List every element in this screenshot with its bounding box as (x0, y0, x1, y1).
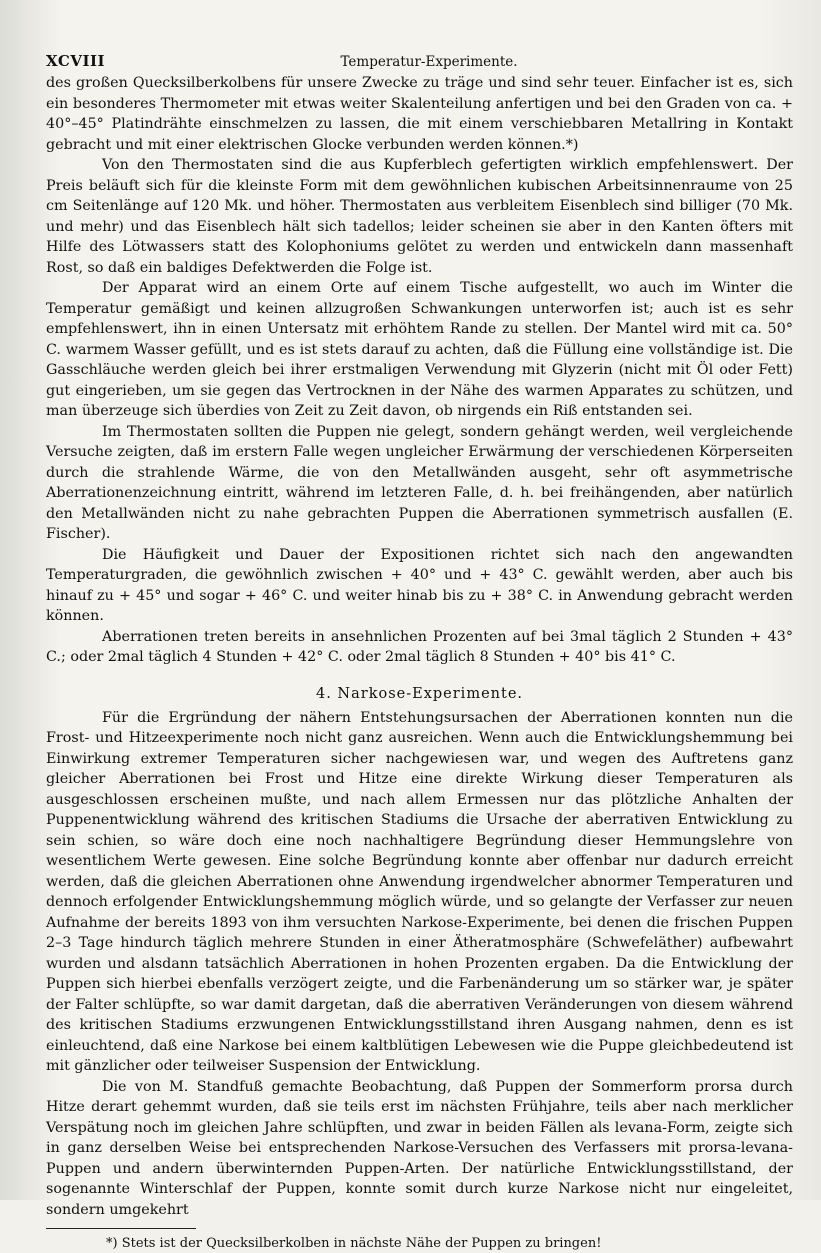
page-header (46, 52, 793, 70)
body-text (46, 73, 793, 1220)
paragraph: Im Thermostaten sollten die Puppen nie gelegt, sondern gehängt werden, weil vergleichende Versuche zeigten, daß im erstern Falle wegen ungleicher Erwärmung der verschiedenen Körperseiten durch die strahlende Wärme, die von den Metallwänden ausgeht, sehr oft asymmetrische Aberrationenzeichnung eintritt, während im letzteren Falle, d. h. bei freihängenden, aber natürlich den Metallwänden nicht zu nahe gebrachten Puppen die Aberrationen symmetrisch ausfallen (E. Fischer). (46, 423, 793, 542)
paragraph: Für die Ergründung der nähern Entstehungsursachen der Aberrationen konnten nun die Frost- und Hitzeexperimente noch nicht ganz ausreichen. Wenn auch die Entwicklungshemmung bei Einwirkung extremer Temperaturen sicher nachgewiesen war, und wegen des Auftretens ganz gleicher Aberrationen bei Frost und Hitze eine direkte Wirkung dieser Temperaturen als ausgeschlossen erscheinen mußte, und nach allem Ermessen nur das plötzliche Anhalten der Puppenentwicklung während des kritischen Stadiums die Ursache der aberrativen Entwicklung zu sein schien, so wäre doch eine noch nachhaltigere Begründung dieser Hemmungslehre von wesentlichem Werte gewesen. Eine solche Begründung konnte aber offenbar nur dadurch erreicht werden, daß die gleichen Aberrationen ohne Anwendung irgendwelcher abnormer Temperaturen und dennoch erfolgender Entwicklungshemmung möglich würde, und so gelangte der Verfasser zur neuen Aufnahme der bereits 1893 von ihm versuchten Narkose-Experimente, bei denen die frischen Puppen 2–3 Tage hindurch täglich mehrere Stunden in einer Ätheratmosphäre (Schwefeläther) aufbewahrt wurden und alsdann tatsächlich Aberrationen in hohen Prozenten ergaben. Da die Entwicklung der Puppen sich hierbei ebenfalls verzögert zeigte, und die Farbenänderung um so stärker war, je später der Falter schlüpfte, so war damit dargetan, daß die aberrativen Veränderungen von diesem während des kritischen Stadiums erzwungenen Entwicklungsstillstand ihren Ausgang nahmen, denn es ist einleuchtend, daß eine Narkose bei einem kaltblütigen Lebewesen wie die Puppe gleichbedeutend ist mit gänzlicher oder teilweiser Suspension der Entwicklung. (46, 709, 793, 1074)
running-title: Temperatur-Experimente. (340, 54, 518, 70)
section-heading: 4. Narkose-Experimente. (315, 685, 524, 702)
paragraph: Der Apparat wird an einem Orte auf einem Tische aufgestellt, wo auch im Winter die Temperatur gemäßigt und keinen allzugroßen Schwankungen unterworfen ist; auch ist es sehr empfehlenswert, ihn in einen Untersatz mit erhöhtem Rande zu stellen. Der Mantel wird mit ca. 50° C. warmem Wasser gefüllt, und es ist stets darauf zu achten, daß die Füllung eine vollständige ist. Die Gasschläuche werden gleich bei ihrer erstmaligen Verwendung mit Glyzerin (nicht mit Öl oder Fett) gut eingerieben, um sie gegen das Vertrocknen in der Nähe des warmen Apparates zu schützen, und man überzeuge sich überdies von Zeit zu Zeit davon, ob nirgends ein Riß entstanden sei. (46, 280, 793, 419)
paragraph: des großen Quecksilberkolbens für unsere Zwecke zu träge und sind sehr teuer. Einfacher ist es, sich ein besonderes Thermometer mit etwas weiter Skalenteilung anfertigen und bei den Graden von ca. + 40°–45° Platindrähte einschmelzen zu lassen, die mit einem verschiebbaren Metallring in Kontakt gebracht und mit einer elektrischen Glocke verbunden werden können.*) (46, 75, 793, 153)
paragraph: Aberrationen treten bereits in ansehnlichen Prozenten auf bei 3mal täglich 2 Stunden + 43° C.; oder 2mal täglich 4 Stunden + 42° C. oder 2mal täglich 8 Stunden + 40° bis 41° C. (46, 628, 793, 665)
footnote: *) Stets ist der Quecksilberkolben in nächste Nähe der Puppen zu bringen! (106, 1236, 602, 1251)
paragraph: Die Häufigkeit und Dauer der Expositionen richtet sich nach den angewandten Temperaturgraden, die gewöhnlich zwischen + 40° und + 43° C. gewählt werden, aber auch bis hinauf zu + 45° und sogar + 46° C. und weiter hinab bis zu + 38° C. in Anwendung gebracht werden können. (46, 546, 793, 624)
page-number: XCVIII (46, 52, 106, 70)
paragraph: Von den Thermostaten sind die aus Kupferblech gefertigten wirklich empfehlenswert. Der Preis beläuft sich für die kleinste Form mit dem gewöhnlichen kubischen Arbeitsinnenraume von 25 cm Seitenlänge auf 120 Mk. und höher. Thermostaten aus verbleitem Eisenblech sind billiger (70 Mk. und mehr) und das Eisenblech hält sich tadellos; leider scheinen sie aber in den Kanten öfters mit Hilfe des Lötwassers statt des Kolophoniums gelötet zu werden und entwickeln dann massenhaft Rost, so daß ein baldiges Defektwerden die Folge ist. (46, 157, 793, 276)
paragraph: Die von M. Standfuß gemachte Beobachtung, daß Puppen der Sommerform prorsa durch Hitze derart gehemmt wurden, daß sie teils erst im nächsten Frühjahre, teils aber nach merklicher Verspätung noch im gleichen Jahre schlüpften, und zwar in beiden Fällen als levana-Form, zeigte sich in ganz derselben Weise bei entsprechenden Narkose-Versuchen des Verfassers mit prorsa-levana-Puppen und andern überwinternden Puppen-Arten. Der natürliche Entwicklungsstillstand, der sogenannte Winterschlaf der Puppen, konnte somit durch kurze Narkose nicht nur eingeleitet, sondern umgekehrt (46, 1078, 793, 1218)
footnote-divider (46, 1228, 196, 1229)
